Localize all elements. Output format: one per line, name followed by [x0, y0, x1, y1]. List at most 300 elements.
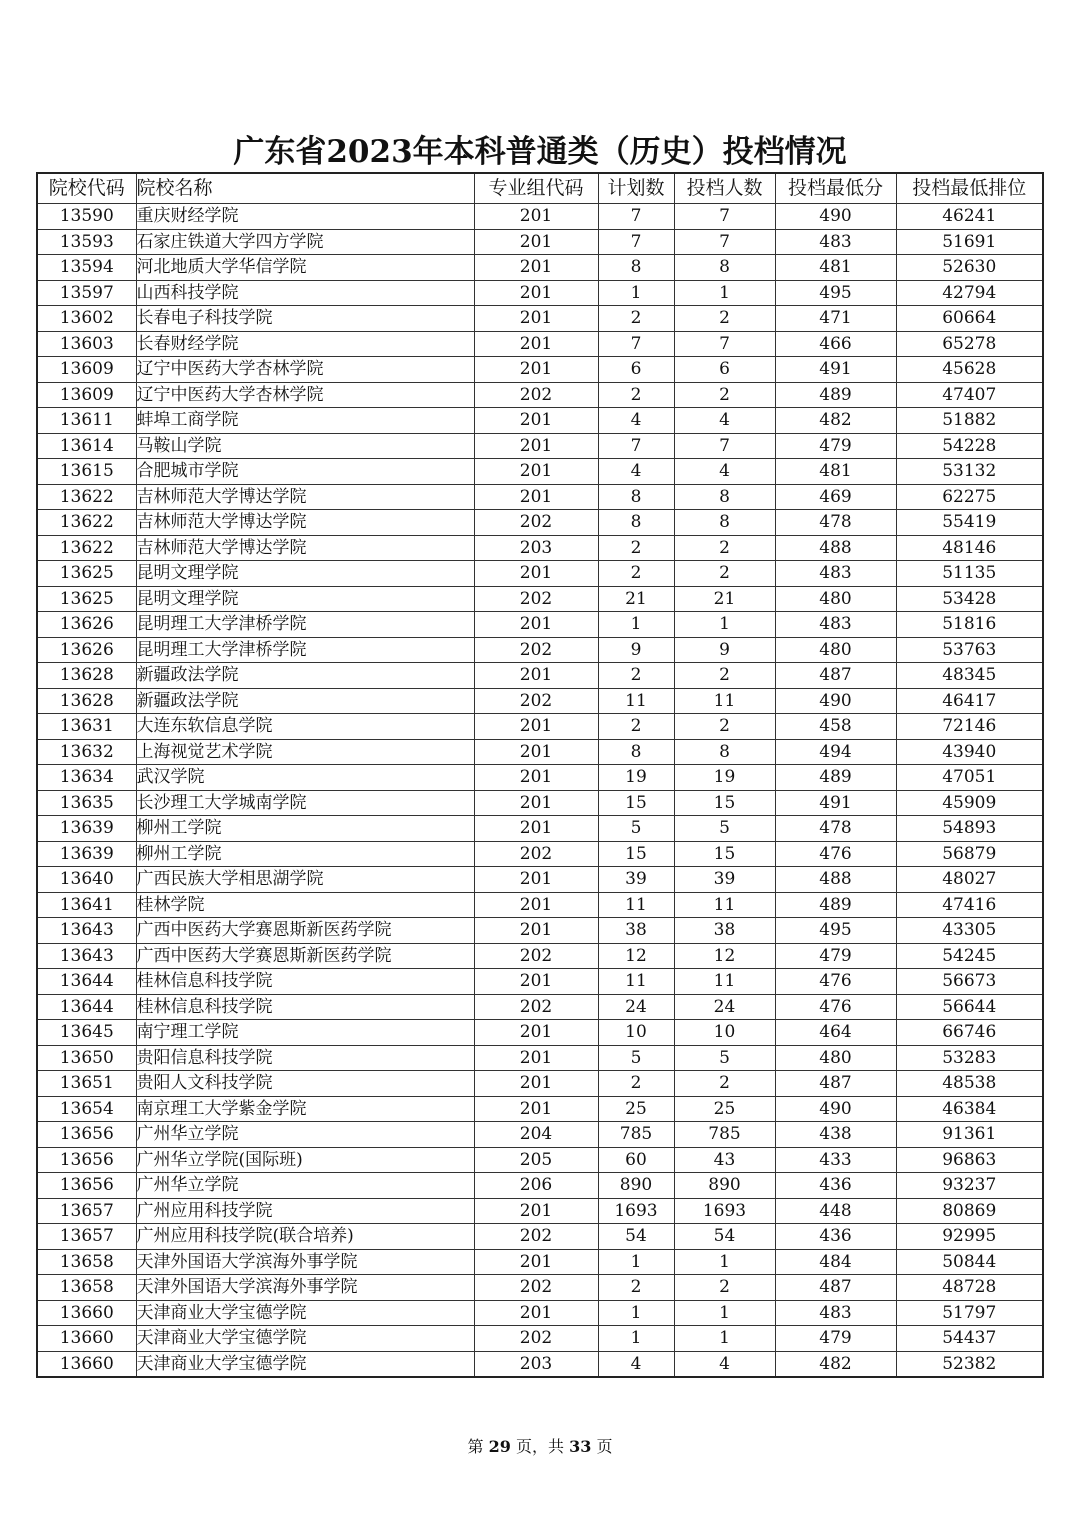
- cell-min-rank: 46384: [896, 1096, 1043, 1122]
- cell-min-score: 478: [775, 510, 896, 536]
- cell-school-code: 13643: [37, 918, 136, 944]
- cell-min-rank: 52630: [896, 255, 1043, 281]
- cell-group-code: 201: [474, 1096, 598, 1122]
- cell-min-rank: 48538: [896, 1071, 1043, 1097]
- cell-plan-count: 890: [598, 1173, 674, 1199]
- cell-plan-count: 7: [598, 331, 674, 357]
- cell-plan-count: 8: [598, 484, 674, 510]
- cell-group-code: 202: [474, 841, 598, 867]
- cell-school-code: 13594: [37, 255, 136, 281]
- table-row: [37, 841, 1043, 867]
- cell-plan-count: 38: [598, 918, 674, 944]
- table-row: [37, 765, 1043, 791]
- cell-admitted-count: 1: [674, 612, 775, 638]
- cell-admitted-count: 24: [674, 994, 775, 1020]
- cell-min-rank: 96863: [896, 1147, 1043, 1173]
- cell-plan-count: 25: [598, 1096, 674, 1122]
- cell-min-score: 476: [775, 994, 896, 1020]
- cell-admitted-count: 2: [674, 306, 775, 332]
- cell-school-name: 新疆政法学院: [136, 663, 474, 689]
- cell-school-name: 长春财经学院: [136, 331, 474, 357]
- cell-min-rank: 47416: [896, 892, 1043, 918]
- cell-group-code: 201: [474, 790, 598, 816]
- cell-school-name: 大连东软信息学院: [136, 714, 474, 740]
- table-row: [37, 1071, 1043, 1097]
- cell-admitted-count: 1693: [674, 1198, 775, 1224]
- cell-plan-count: 4: [598, 459, 674, 485]
- cell-min-rank: 48027: [896, 867, 1043, 893]
- cell-school-name: 天津外国语大学滨海外事学院: [136, 1275, 474, 1301]
- cell-school-code: 13609: [37, 382, 136, 408]
- cell-admitted-count: 2: [674, 1275, 775, 1301]
- cell-admitted-count: 8: [674, 484, 775, 510]
- table-row: [37, 280, 1043, 306]
- cell-min-score: 483: [775, 1300, 896, 1326]
- cell-min-rank: 65278: [896, 331, 1043, 357]
- cell-school-name: 广西民族大学相思湖学院: [136, 867, 474, 893]
- table-row: [37, 535, 1043, 561]
- cell-min-score: 487: [775, 1071, 896, 1097]
- cell-group-code: 202: [474, 1326, 598, 1352]
- cell-min-rank: 55419: [896, 510, 1043, 536]
- cell-admitted-count: 2: [674, 535, 775, 561]
- cell-admitted-count: 10: [674, 1020, 775, 1046]
- cell-min-rank: 48146: [896, 535, 1043, 561]
- table-row: [37, 637, 1043, 663]
- cell-school-code: 13656: [37, 1147, 136, 1173]
- cell-admitted-count: 1: [674, 1300, 775, 1326]
- cell-min-score: 482: [775, 408, 896, 434]
- cell-min-score: 491: [775, 357, 896, 383]
- cell-min-score: 488: [775, 867, 896, 893]
- cell-min-rank: 72146: [896, 714, 1043, 740]
- cell-school-name: 桂林信息科技学院: [136, 994, 474, 1020]
- table-row: [37, 408, 1043, 434]
- cell-min-rank: 43305: [896, 918, 1043, 944]
- cell-school-name: 长沙理工大学城南学院: [136, 790, 474, 816]
- cell-school-code: 13622: [37, 510, 136, 536]
- cell-min-score: 481: [775, 459, 896, 485]
- table-row: [37, 688, 1043, 714]
- cell-min-rank: 51882: [896, 408, 1043, 434]
- cell-admitted-count: 21: [674, 586, 775, 612]
- cell-plan-count: 19: [598, 765, 674, 791]
- cell-school-code: 13631: [37, 714, 136, 740]
- header-min-rank: 投档最低排位: [896, 173, 1043, 204]
- table-row: [37, 1173, 1043, 1199]
- cell-plan-count: 2: [598, 535, 674, 561]
- cell-group-code: 202: [474, 1275, 598, 1301]
- cell-plan-count: 11: [598, 892, 674, 918]
- cell-group-code: 201: [474, 612, 598, 638]
- cell-group-code: 203: [474, 535, 598, 561]
- cell-group-code: 201: [474, 331, 598, 357]
- cell-admitted-count: 6: [674, 357, 775, 383]
- cell-school-code: 13593: [37, 229, 136, 255]
- cell-group-code: 204: [474, 1122, 598, 1148]
- table-row: [37, 306, 1043, 332]
- cell-plan-count: 1: [598, 1300, 674, 1326]
- cell-school-code: 13634: [37, 765, 136, 791]
- cell-min-rank: 53132: [896, 459, 1043, 485]
- cell-school-name: 昆明理工大学津桥学院: [136, 612, 474, 638]
- cell-group-code: 202: [474, 994, 598, 1020]
- cell-school-name: 吉林师范大学博达学院: [136, 484, 474, 510]
- cell-plan-count: 8: [598, 255, 674, 281]
- cell-admitted-count: 11: [674, 892, 775, 918]
- table-row: [37, 1300, 1043, 1326]
- table-row: [37, 790, 1043, 816]
- cell-school-code: 13650: [37, 1045, 136, 1071]
- cell-admitted-count: 25: [674, 1096, 775, 1122]
- cell-school-name: 合肥城市学院: [136, 459, 474, 485]
- cell-school-code: 13626: [37, 612, 136, 638]
- cell-min-rank: 48728: [896, 1275, 1043, 1301]
- cell-admitted-count: 785: [674, 1122, 775, 1148]
- cell-school-code: 13625: [37, 586, 136, 612]
- cell-school-name: 昆明理工大学津桥学院: [136, 637, 474, 663]
- cell-plan-count: 15: [598, 841, 674, 867]
- cell-plan-count: 39: [598, 867, 674, 893]
- cell-admitted-count: 11: [674, 688, 775, 714]
- cell-min-rank: 45628: [896, 357, 1043, 383]
- cell-min-score: 480: [775, 586, 896, 612]
- cell-school-code: 13643: [37, 943, 136, 969]
- cell-admitted-count: 4: [674, 459, 775, 485]
- cell-school-code: 13611: [37, 408, 136, 434]
- table-row: [37, 739, 1043, 765]
- cell-group-code: 201: [474, 714, 598, 740]
- cell-school-name: 桂林学院: [136, 892, 474, 918]
- header-school-name: 院校名称: [136, 173, 474, 204]
- cell-school-name: 石家庄铁道大学四方学院: [136, 229, 474, 255]
- cell-school-code: 13635: [37, 790, 136, 816]
- cell-min-score: 436: [775, 1173, 896, 1199]
- cell-plan-count: 15: [598, 790, 674, 816]
- cell-school-name: 桂林信息科技学院: [136, 969, 474, 995]
- cell-plan-count: 1693: [598, 1198, 674, 1224]
- cell-min-rank: 51797: [896, 1300, 1043, 1326]
- page-title: 广东省2023年本科普通类（历史）投档情况: [233, 134, 847, 170]
- cell-min-rank: 92995: [896, 1224, 1043, 1250]
- cell-admitted-count: 8: [674, 255, 775, 281]
- cell-school-name: 贵阳人文科技学院: [136, 1071, 474, 1097]
- cell-min-score: 476: [775, 841, 896, 867]
- cell-admitted-count: 39: [674, 867, 775, 893]
- cell-min-rank: 42794: [896, 280, 1043, 306]
- cell-school-name: 天津外国语大学滨海外事学院: [136, 1249, 474, 1275]
- cell-group-code: 201: [474, 459, 598, 485]
- cell-min-rank: 53428: [896, 586, 1043, 612]
- cell-group-code: 201: [474, 229, 598, 255]
- cell-admitted-count: 43: [674, 1147, 775, 1173]
- page-footer: [0, 1434, 1080, 1457]
- cell-group-code: 201: [474, 561, 598, 587]
- cell-admitted-count: 38: [674, 918, 775, 944]
- table-row: [37, 918, 1043, 944]
- header-admitted-count: 投档人数: [674, 173, 775, 204]
- cell-school-name: 南宁理工学院: [136, 1020, 474, 1046]
- table-row: [37, 586, 1043, 612]
- cell-school-name: 吉林师范大学博达学院: [136, 510, 474, 536]
- cell-school-code: 13645: [37, 1020, 136, 1046]
- header-plan-count: 计划数: [598, 173, 674, 204]
- cell-min-score: 489: [775, 765, 896, 791]
- cell-school-code: 13609: [37, 357, 136, 383]
- cell-plan-count: 2: [598, 1275, 674, 1301]
- cell-school-name: 昆明文理学院: [136, 561, 474, 587]
- cell-school-code: 13658: [37, 1249, 136, 1275]
- cell-school-code: 13657: [37, 1224, 136, 1250]
- cell-admitted-count: 890: [674, 1173, 775, 1199]
- cell-admitted-count: 11: [674, 969, 775, 995]
- cell-school-name: 广西中医药大学赛恩斯新医药学院: [136, 943, 474, 969]
- cell-plan-count: 10: [598, 1020, 674, 1046]
- cell-group-code: 201: [474, 484, 598, 510]
- cell-min-score: 481: [775, 255, 896, 281]
- cell-min-score: 489: [775, 382, 896, 408]
- cell-plan-count: 2: [598, 561, 674, 587]
- cell-school-code: 13639: [37, 816, 136, 842]
- cell-min-rank: 54245: [896, 943, 1043, 969]
- table-row: [37, 382, 1043, 408]
- cell-plan-count: 2: [598, 1071, 674, 1097]
- cell-admitted-count: 2: [674, 714, 775, 740]
- cell-min-score: 471: [775, 306, 896, 332]
- table-row: [37, 331, 1043, 357]
- cell-school-code: 13641: [37, 892, 136, 918]
- footer-page-number: 29: [488, 1437, 511, 1456]
- cell-school-code: 13657: [37, 1198, 136, 1224]
- cell-admitted-count: 19: [674, 765, 775, 791]
- cell-school-code: 13628: [37, 688, 136, 714]
- cell-min-score: 495: [775, 918, 896, 944]
- cell-admitted-count: 2: [674, 561, 775, 587]
- cell-min-rank: 45909: [896, 790, 1043, 816]
- cell-admitted-count: 1: [674, 1326, 775, 1352]
- cell-group-code: 202: [474, 637, 598, 663]
- cell-min-rank: 56879: [896, 841, 1043, 867]
- cell-school-code: 13660: [37, 1351, 136, 1377]
- cell-school-code: 13602: [37, 306, 136, 332]
- table-row: [37, 1020, 1043, 1046]
- cell-group-code: 205: [474, 1147, 598, 1173]
- cell-plan-count: 7: [598, 229, 674, 255]
- table-row: [37, 459, 1043, 485]
- header-min-score: 投档最低分: [775, 173, 896, 204]
- cell-plan-count: 2: [598, 714, 674, 740]
- cell-school-name: 广州华立学院: [136, 1122, 474, 1148]
- cell-school-code: 13656: [37, 1173, 136, 1199]
- cell-min-score: 488: [775, 535, 896, 561]
- cell-school-code: 13614: [37, 433, 136, 459]
- cell-plan-count: 1: [598, 612, 674, 638]
- cell-admitted-count: 1: [674, 280, 775, 306]
- table-row: [37, 1224, 1043, 1250]
- cell-admitted-count: 2: [674, 663, 775, 689]
- cell-plan-count: 12: [598, 943, 674, 969]
- cell-min-score: 464: [775, 1020, 896, 1046]
- cell-school-code: 13660: [37, 1300, 136, 1326]
- cell-min-score: 490: [775, 688, 896, 714]
- cell-min-score: 458: [775, 714, 896, 740]
- cell-plan-count: 1: [598, 1326, 674, 1352]
- cell-plan-count: 2: [598, 306, 674, 332]
- cell-min-score: 490: [775, 1096, 896, 1122]
- cell-min-rank: 66746: [896, 1020, 1043, 1046]
- table-row: [37, 1249, 1043, 1275]
- cell-group-code: 201: [474, 408, 598, 434]
- cell-min-score: 491: [775, 790, 896, 816]
- cell-admitted-count: 1: [674, 1249, 775, 1275]
- cell-min-rank: 56673: [896, 969, 1043, 995]
- cell-school-name: 吉林师范大学博达学院: [136, 535, 474, 561]
- cell-school-code: 13632: [37, 739, 136, 765]
- cell-school-code: 13654: [37, 1096, 136, 1122]
- cell-school-code: 13651: [37, 1071, 136, 1097]
- cell-min-rank: 43940: [896, 739, 1043, 765]
- cell-school-code: 13628: [37, 663, 136, 689]
- cell-plan-count: 5: [598, 1045, 674, 1071]
- cell-plan-count: 785: [598, 1122, 674, 1148]
- cell-school-code: 13615: [37, 459, 136, 485]
- cell-school-name: 柳州工学院: [136, 816, 474, 842]
- cell-plan-count: 9: [598, 637, 674, 663]
- cell-school-name: 长春电子科技学院: [136, 306, 474, 332]
- cell-school-name: 山西科技学院: [136, 280, 474, 306]
- cell-plan-count: 8: [598, 739, 674, 765]
- cell-school-code: 13639: [37, 841, 136, 867]
- cell-group-code: 201: [474, 280, 598, 306]
- cell-group-code: 203: [474, 1351, 598, 1377]
- cell-school-name: 天津商业大学宝德学院: [136, 1351, 474, 1377]
- table-row: [37, 433, 1043, 459]
- table-row: [37, 943, 1043, 969]
- table-row: [37, 357, 1043, 383]
- table-row: [37, 867, 1043, 893]
- cell-school-code: 13644: [37, 969, 136, 995]
- table-row: [37, 1096, 1043, 1122]
- cell-school-name: 昆明文理学院: [136, 586, 474, 612]
- cell-group-code: 202: [474, 1224, 598, 1250]
- cell-min-rank: 48345: [896, 663, 1043, 689]
- cell-school-name: 广州华立学院(国际班): [136, 1147, 474, 1173]
- cell-plan-count: 7: [598, 433, 674, 459]
- cell-min-rank: 51691: [896, 229, 1043, 255]
- cell-plan-count: 2: [598, 663, 674, 689]
- cell-plan-count: 5: [598, 816, 674, 842]
- cell-school-name: 辽宁中医药大学杏林学院: [136, 382, 474, 408]
- cell-group-code: 201: [474, 204, 598, 230]
- cell-school-name: 辽宁中医药大学杏林学院: [136, 357, 474, 383]
- cell-group-code: 202: [474, 510, 598, 536]
- cell-min-score: 495: [775, 280, 896, 306]
- cell-plan-count: 11: [598, 969, 674, 995]
- cell-school-code: 13590: [37, 204, 136, 230]
- table-row: [37, 612, 1043, 638]
- cell-min-score: 479: [775, 433, 896, 459]
- table-row: [37, 892, 1043, 918]
- cell-min-score: 479: [775, 943, 896, 969]
- cell-group-code: 201: [474, 739, 598, 765]
- cell-min-rank: 56644: [896, 994, 1043, 1020]
- table-row: [37, 714, 1043, 740]
- cell-min-rank: 51135: [896, 561, 1043, 587]
- cell-plan-count: 7: [598, 204, 674, 230]
- cell-school-name: 贵阳信息科技学院: [136, 1045, 474, 1071]
- cell-group-code: 201: [474, 867, 598, 893]
- cell-group-code: 201: [474, 1300, 598, 1326]
- cell-min-score: 490: [775, 204, 896, 230]
- cell-min-rank: 47407: [896, 382, 1043, 408]
- cell-admitted-count: 15: [674, 841, 775, 867]
- cell-school-code: 13660: [37, 1326, 136, 1352]
- cell-min-score: 489: [775, 892, 896, 918]
- cell-group-code: 201: [474, 255, 598, 281]
- table-row: [37, 1351, 1043, 1377]
- header-row: [37, 173, 1043, 204]
- cell-min-rank: 53283: [896, 1045, 1043, 1071]
- table-row: [37, 1326, 1043, 1352]
- cell-admitted-count: 2: [674, 1071, 775, 1097]
- cell-admitted-count: 8: [674, 510, 775, 536]
- cell-group-code: 201: [474, 969, 598, 995]
- cell-min-rank: 47051: [896, 765, 1043, 791]
- cell-min-score: 438: [775, 1122, 896, 1148]
- cell-min-rank: 54228: [896, 433, 1043, 459]
- cell-admitted-count: 8: [674, 739, 775, 765]
- footer-total-pages: 33: [569, 1437, 592, 1456]
- cell-school-name: 南京理工大学紫金学院: [136, 1096, 474, 1122]
- table-row: [37, 994, 1043, 1020]
- cell-min-rank: 46417: [896, 688, 1043, 714]
- cell-group-code: 202: [474, 943, 598, 969]
- cell-school-code: 13622: [37, 484, 136, 510]
- cell-admitted-count: 9: [674, 637, 775, 663]
- cell-group-code: 202: [474, 382, 598, 408]
- cell-min-score: 483: [775, 612, 896, 638]
- admission-table: [36, 172, 1044, 1378]
- cell-admitted-count: 2: [674, 382, 775, 408]
- cell-min-score: 448: [775, 1198, 896, 1224]
- footer-middle: 页，共: [515, 1437, 564, 1456]
- cell-plan-count: 4: [598, 1351, 674, 1377]
- cell-min-score: 476: [775, 969, 896, 995]
- cell-school-code: 13658: [37, 1275, 136, 1301]
- cell-min-rank: 62275: [896, 484, 1043, 510]
- cell-min-rank: 53763: [896, 637, 1043, 663]
- cell-min-rank: 80869: [896, 1198, 1043, 1224]
- cell-group-code: 201: [474, 765, 598, 791]
- cell-plan-count: 1: [598, 1249, 674, 1275]
- cell-school-name: 柳州工学院: [136, 841, 474, 867]
- cell-school-name: 天津商业大学宝德学院: [136, 1300, 474, 1326]
- cell-min-score: 484: [775, 1249, 896, 1275]
- cell-min-score: 494: [775, 739, 896, 765]
- cell-admitted-count: 7: [674, 433, 775, 459]
- cell-min-rank: 60664: [896, 306, 1043, 332]
- cell-admitted-count: 7: [674, 229, 775, 255]
- cell-school-code: 13626: [37, 637, 136, 663]
- cell-group-code: 201: [474, 892, 598, 918]
- cell-group-code: 201: [474, 1198, 598, 1224]
- cell-school-name: 马鞍山学院: [136, 433, 474, 459]
- cell-school-name: 广西中医药大学赛恩斯新医药学院: [136, 918, 474, 944]
- cell-group-code: 201: [474, 357, 598, 383]
- cell-plan-count: 24: [598, 994, 674, 1020]
- cell-group-code: 201: [474, 816, 598, 842]
- cell-admitted-count: 5: [674, 1045, 775, 1071]
